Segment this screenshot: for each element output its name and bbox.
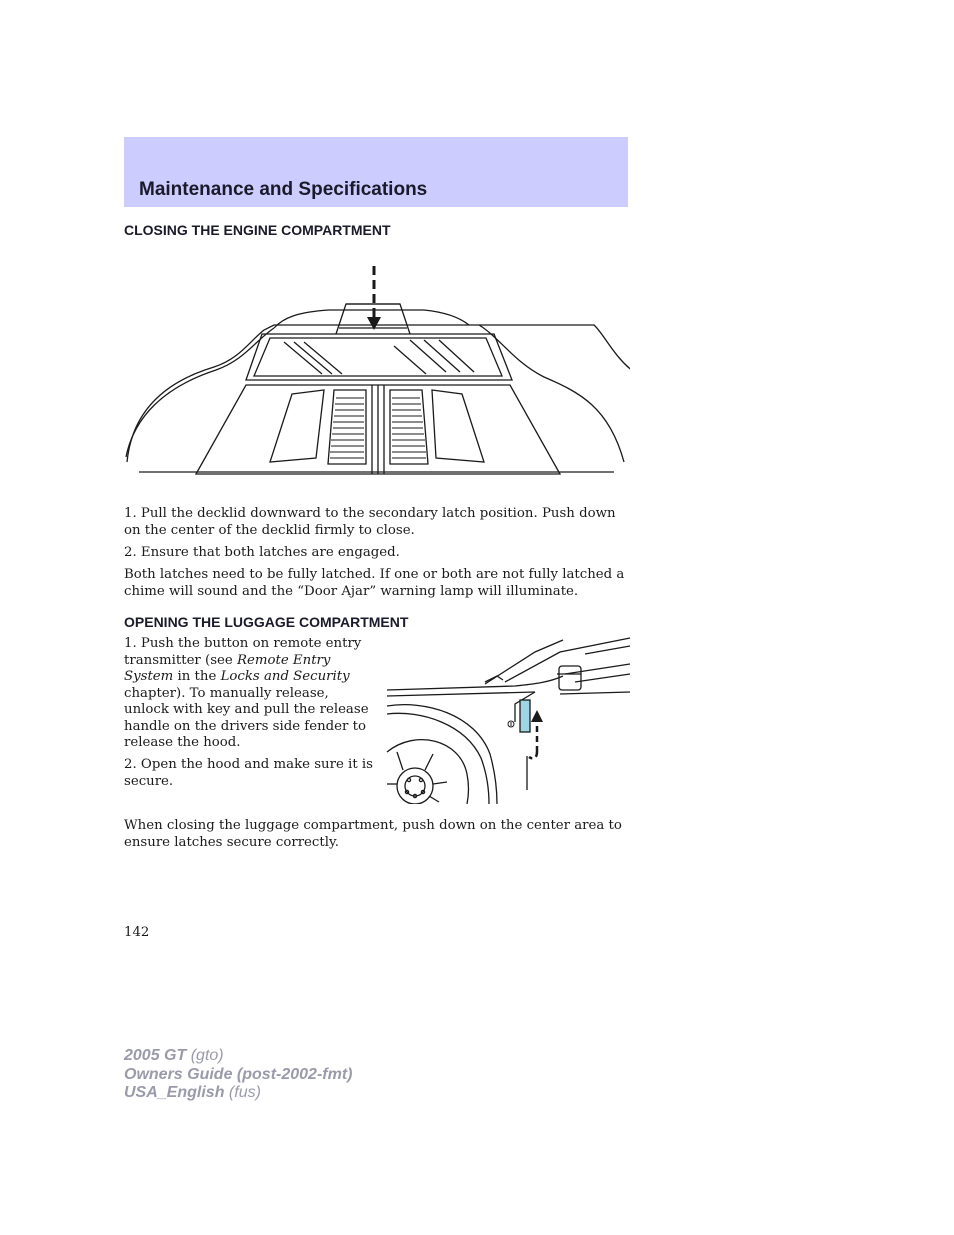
ref-locks-and-security: Locks and Security — [220, 669, 350, 684]
closing-step-1: 1. Pull the decklid downward to the secondary latch position. Push down on the center of the decklid firmly to close. — [124, 506, 616, 538]
heading-closing-engine-compartment: CLOSING THE ENGINE COMPARTMENT — [124, 222, 391, 238]
pull-up-arrow-icon — [529, 710, 543, 758]
closing-note: Both latches need to be fully latched. If one or both are not fully latched a chime will sound and the “Door Ajar” warning lamp will illuminate. — [124, 567, 625, 599]
page-title: Maintenance and Specifications — [139, 179, 428, 200]
opening-step-1: 1. Push the button on remote entry transmitter (see Remote Entry System in the Locks and Security chapter). To manually release, unlock with key and pull the release handle on the drivers side fender to release the hood. — [124, 636, 369, 750]
section-header-band — [124, 137, 628, 207]
page-number: 142 — [124, 925, 150, 940]
ref-remote-entry-system: Remote Entry System — [124, 652, 331, 684]
closing-step-2: 2. Ensure that both latches are engaged. — [124, 545, 400, 560]
document-footer: 2005 GT (gto) Owners Guide (post-2002-fmt) USA_English (fus) — [124, 1047, 353, 1101]
push-down-arrow-icon — [367, 266, 381, 330]
fender-release-illustration — [385, 634, 631, 804]
opening-note: When closing the luggage compartment, push down on the center area to ensure latches secure correctly. — [124, 818, 622, 850]
release-handle — [520, 700, 530, 732]
engine-decklid-illustration — [124, 262, 630, 482]
callout-marker-icon — [508, 721, 514, 727]
heading-opening-luggage-compartment: OPENING THE LUGGAGE COMPARTMENT — [124, 614, 409, 630]
opening-step-2: 2. Open the hood and make sure it is secure. — [124, 757, 373, 789]
